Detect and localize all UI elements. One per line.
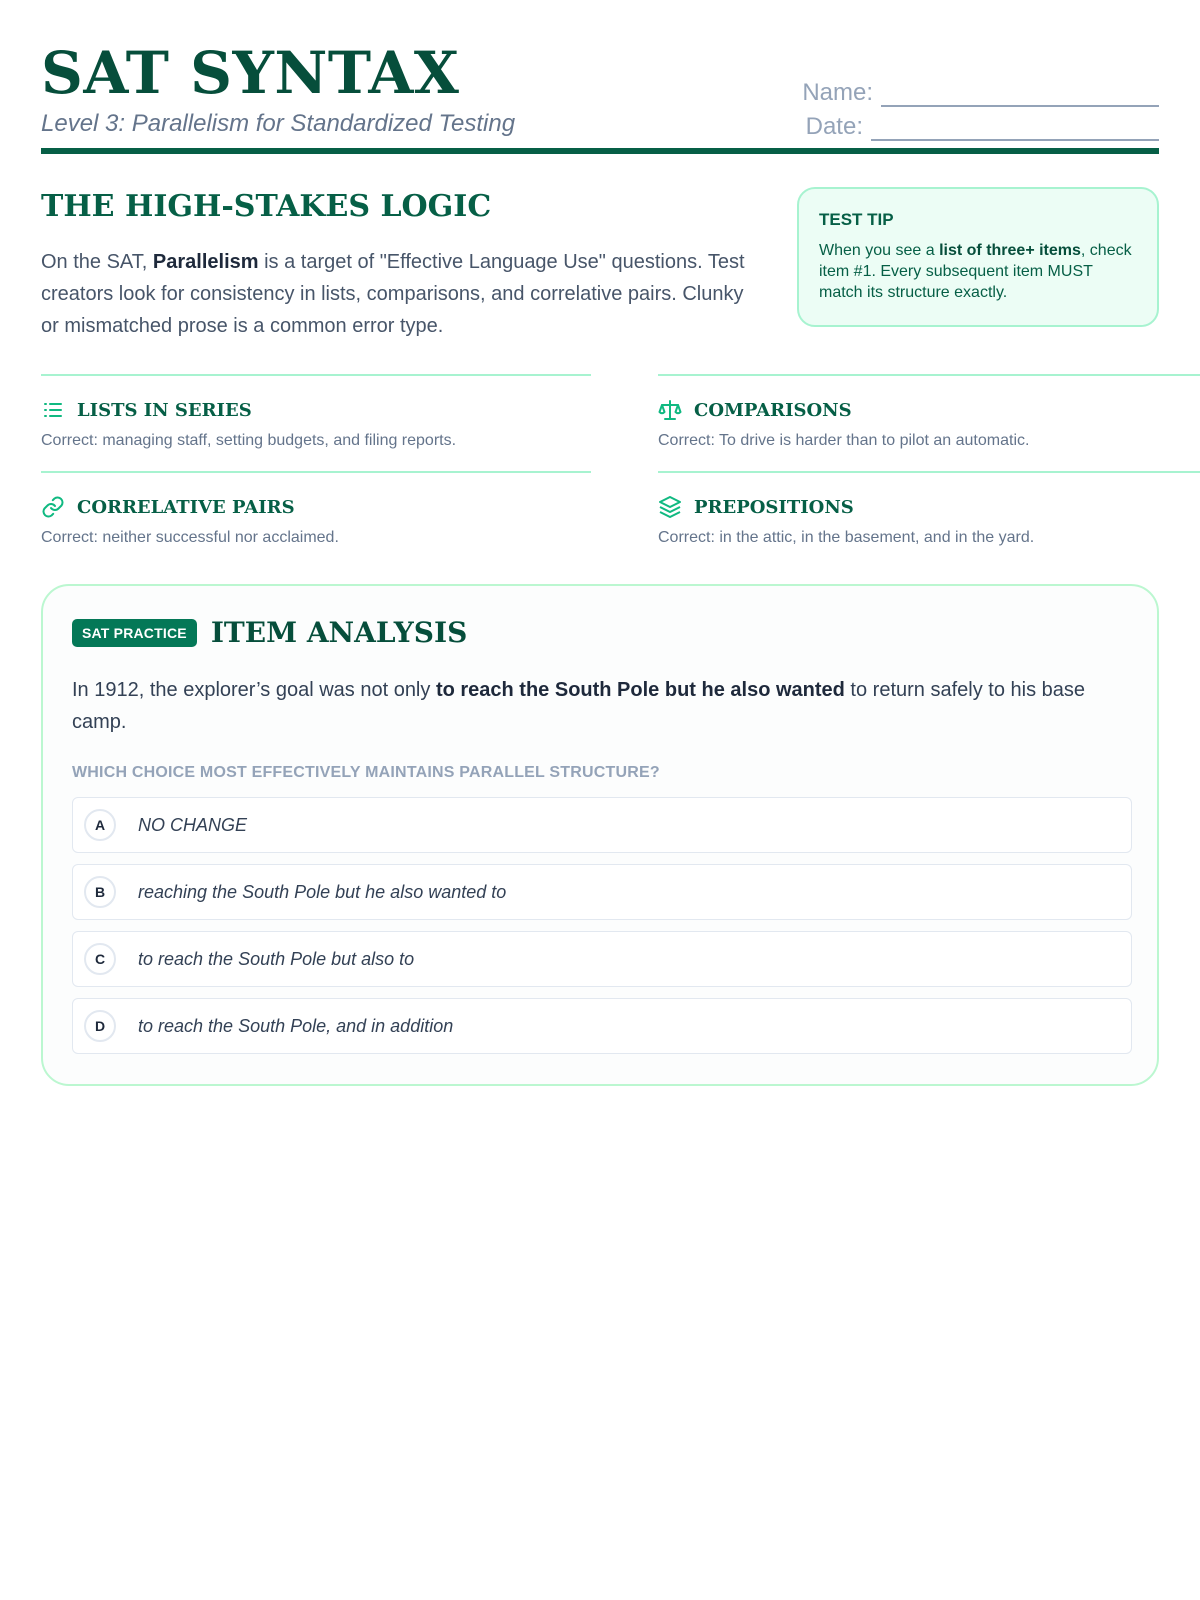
rule-title: LISTS IN SERIES	[77, 399, 252, 421]
tip-text-bold: list of three+ items	[939, 242, 1081, 259]
tip-text-part-1: When you see a	[819, 242, 940, 259]
answer-option-d[interactable]	[72, 998, 1132, 1054]
rule-title: COMPARISONS	[694, 399, 852, 421]
option-text: to reach the South Pole, and in addition	[138, 1015, 454, 1036]
intro-text-bold: Parallelism	[152, 251, 259, 273]
rule-example: Correct: managing staff, setting budgets, and filing reports.	[41, 432, 457, 449]
rule-correlative-pairs	[41, 471, 591, 567]
page-subtitle: Level 3: Parallelism for Standardized Testing	[41, 110, 516, 137]
option-text: NO CHANGE	[138, 814, 248, 835]
scale-icon	[658, 398, 682, 422]
sat-practice-badge: SAT PRACTICE	[72, 619, 197, 647]
option-text: reaching the South Pole but he also wanted to	[138, 881, 507, 902]
rule-title: PREPOSITIONS	[694, 496, 854, 518]
date-field[interactable]	[871, 119, 1159, 141]
rule-example: Correct: To drive is harder than to pilot an automatic.	[658, 432, 1030, 449]
intro-heading: THE HIGH-STAKES LOGIC	[41, 189, 492, 224]
layers-icon	[658, 495, 682, 519]
question-text	[72, 674, 1132, 738]
intro-text-part-2: is a target of "Effective Language Use" questions. Test creators look for consistency in lists, comparisons, and correlative pairs. Clunky or mismatched prose is a common error type.	[41, 251, 745, 337]
question-part-1: In 1912, the explorer’s goal was not only	[72, 679, 436, 701]
name-label: Name:	[802, 79, 873, 106]
list-icon	[41, 398, 65, 422]
date-label: Date:	[805, 113, 863, 140]
rules-grid	[41, 374, 1159, 584]
rule-comparisons	[658, 374, 1200, 470]
tip-text	[819, 240, 1137, 303]
option-text: to reach the South Pole but also to	[138, 948, 415, 969]
rule-lists-in-series	[41, 374, 591, 470]
rule-example: Correct: neither successful nor acclaimed.	[41, 529, 339, 546]
answer-option-c[interactable]	[72, 931, 1132, 987]
question-part-2: to return safely to his base camp.	[72, 679, 1086, 733]
page-title: SAT SYNTAX	[41, 39, 460, 107]
intro-text-part-1: On the SAT,	[41, 251, 153, 273]
intro-text	[41, 246, 761, 342]
date-field-row	[801, 107, 1159, 141]
rule-head	[658, 398, 852, 422]
tip-text-part-2: , check item #1. Every subsequent item MUST match its structure exactly.	[819, 242, 1132, 301]
rule-prepositions	[658, 471, 1200, 567]
practice-card-header	[72, 616, 467, 649]
test-tip-box	[797, 187, 1159, 327]
name-field-row	[801, 73, 1159, 107]
header	[41, 40, 1159, 154]
name-field[interactable]	[881, 85, 1159, 107]
intro-section	[41, 154, 1159, 374]
question-underlined-portion: to reach the South Pole but he also wanted	[435, 679, 845, 701]
option-letter-badge: C	[84, 943, 116, 975]
answer-option-a[interactable]	[72, 797, 1132, 853]
answer-option-b[interactable]	[72, 864, 1132, 920]
practice-card	[41, 584, 1159, 1086]
practice-title: ITEM ANALYSIS	[210, 616, 468, 649]
question-prompt: WHICH CHOICE MOST EFFECTIVELY MAINTAINS PARALLEL STRUCTURE?	[72, 764, 660, 781]
rule-example: Correct: in the attic, in the basement, and in the yard.	[658, 529, 1035, 546]
rule-head	[658, 495, 854, 519]
option-letter-badge: A	[84, 809, 116, 841]
tip-title: TEST TIP	[819, 210, 894, 229]
link-icon	[41, 495, 65, 519]
rule-title: CORRELATIVE PAIRS	[77, 496, 295, 518]
rule-head	[41, 398, 252, 422]
student-fields	[801, 73, 1159, 141]
answer-options	[72, 797, 1132, 1065]
option-letter-badge: D	[84, 1010, 116, 1042]
option-letter-badge: B	[84, 876, 116, 908]
rule-head	[41, 495, 295, 519]
